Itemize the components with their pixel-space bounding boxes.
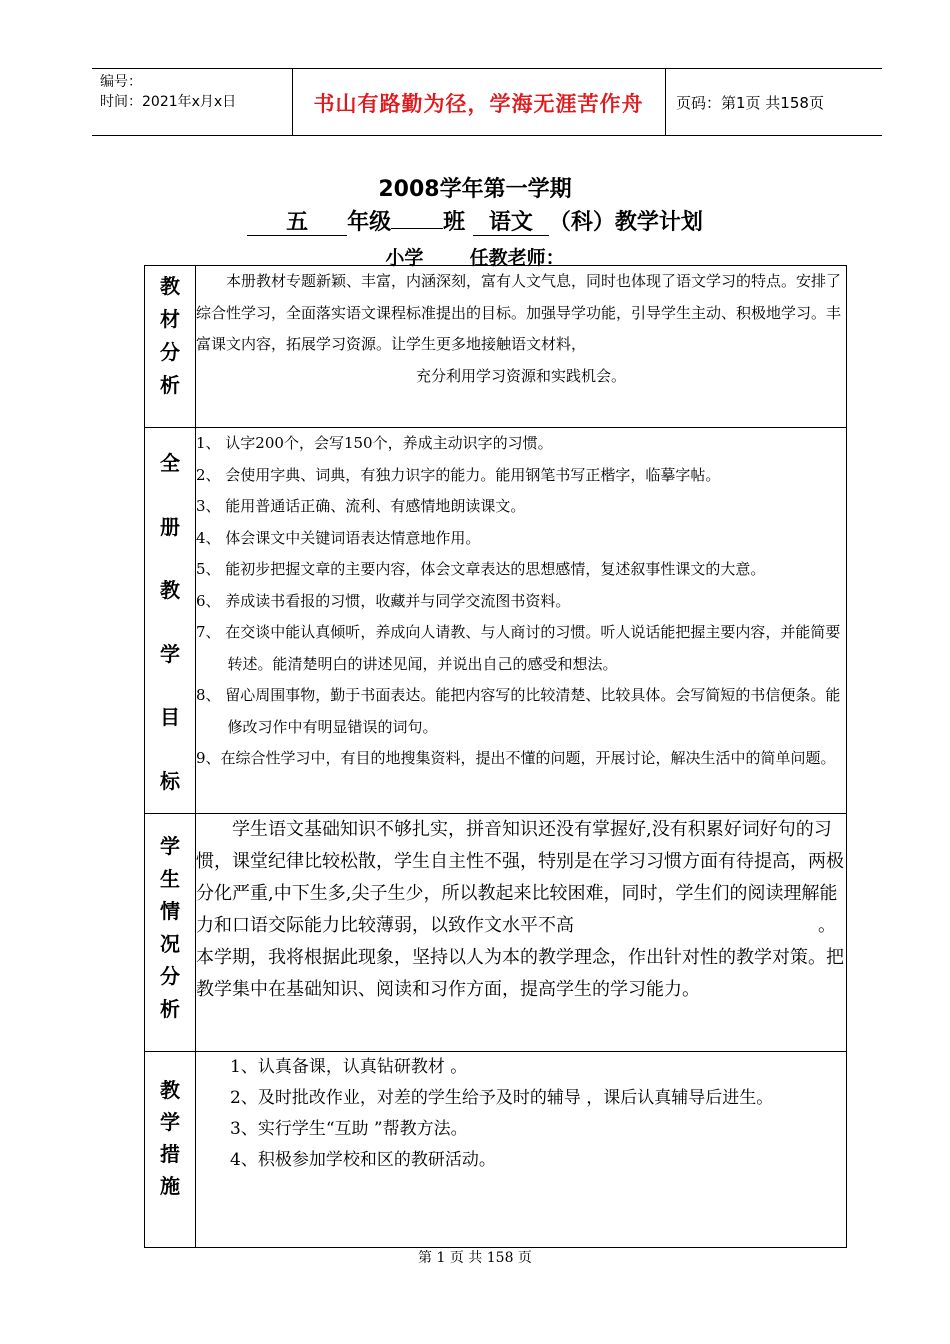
list-item: 3、实行学生“互助 ”帮教方法。 <box>230 1119 468 1139</box>
material-paragraph-end: 充分利用学习资源和实践机会。 <box>415 366 626 385</box>
grade-blank: 五 <box>247 211 347 236</box>
header-divider-right <box>665 68 666 135</box>
table-row-goals <box>145 428 847 814</box>
header-page-info: 页码：第1页 共158页 <box>676 94 824 112</box>
list-item: 2、及时批改作业，对差的学生给予及时的辅导 ，课后认真辅导后进生。 <box>230 1088 774 1108</box>
title-semester: 2008学年第一学期 <box>378 177 572 202</box>
label-student-analysis: 学 生 情 况 分 析 <box>145 814 196 1052</box>
label-teaching-goals: 全 册 教 学 目 标 <box>145 428 196 814</box>
grade-suffix: 年级 <box>347 210 392 235</box>
header-motto: 书山有路勤为径，学海无涯苦作舟 <box>313 91 644 116</box>
table-row-measures <box>145 1052 847 1248</box>
material-analysis-text <box>196 266 847 428</box>
teaching-measures-list <box>196 1052 847 1248</box>
header-meta <box>100 72 236 112</box>
subject-blank: 语文 <box>473 211 549 236</box>
time-label: 时间：2021年x月x日 <box>100 94 237 110</box>
material-paragraph: 本册教材专题新颖、丰富，内涵深刻，富有人文气息，同时也体现了语文学习的特点。安排了综合性学习，全面落实语文课程标准提出的目标。加强导学功能，引导学生主动、积极地学习。丰富课文内容，拓展学习资源。让学生更多地接触语文材料， <box>196 272 842 353</box>
table-row-students <box>145 814 847 1052</box>
header-top-rule <box>92 68 882 69</box>
list-item: 3、 能用普通话正确、流利、有感情地朗读课文。 <box>196 497 526 515</box>
list-item: 1、 认字200个，会写150个，养成主动识字的习惯。 <box>196 434 553 452</box>
list-item: 9、在综合性学习中，有目的地搜集资料，提出不懂的问题，开展讨论，解决生活中的简单问题。 <box>196 749 836 767</box>
title-plan <box>0 205 950 236</box>
plan-suffix: （科）教学计划 <box>548 210 703 235</box>
title-school-teacher: 小学 任教老师： <box>385 247 565 269</box>
class-blank <box>391 228 443 229</box>
list-item: 4、 体会课文中关键词语表达情意地作用。 <box>196 528 481 547</box>
student-analysis-text <box>196 814 847 1052</box>
list-item: 7、 在交谈中能认真倾听，养成向人请教、与人商讨的习惯。听人说话能把握主要内容，并能简要转述。能清楚明白的讲述见闻，并说出自己的感受和想法。 <box>196 623 841 673</box>
table-row-material <box>145 266 847 428</box>
header-bottom-rule <box>92 135 882 136</box>
plan-table <box>144 265 847 1248</box>
teaching-goals-list <box>196 428 847 814</box>
list-item: 8、 留心周围事物，勤于书面表达。能把内容写的比较清楚、比较具体。会写简短的书信便条。能修改习作中有明显错误的词句。 <box>196 686 841 736</box>
page-footer: 第 1 页 共 158 页 <box>418 1250 532 1266</box>
student-paragraph: 学生语文基础知识不够扎实，拼音知识还没有掌握好,没有积累好词好句的习惯，课堂纪律比较松散，学生自主性不强，特别是在学习习惯方面有待提高，两极分化严重,中下生多,尖子生少，所以教起来比较困难，同时，学生们的阅读理解能力和口语交际能力比较薄弱，以致作文水平不高 <box>196 819 844 936</box>
list-item: 6、 养成读书看报的习惯，收藏并与同学交流图书资料。 <box>196 591 571 610</box>
student-paragraph: 本学期，我将根据此现象，坚持以人为本的教学理念，作出针对性的教学对策。把教学集中在基础知识、阅读和习作方面，提高学生的学习能力。 <box>196 947 844 1000</box>
list-item: 1、认真备课，认真钻研教材 。 <box>230 1057 468 1077</box>
list-item: 2、 会使用字典、词典，有独力识字的能力。能用钢笔书写正楷字，临摹字帖。 <box>196 465 721 484</box>
class-suffix: 班 <box>443 210 466 235</box>
label-teaching-measures: 教 学 措 施 <box>145 1052 196 1248</box>
label-material-analysis: 教 材 分 析 <box>145 266 196 428</box>
number-label: 编号： <box>100 74 142 90</box>
list-item: 4、积极参加学校和区的教研活动。 <box>230 1150 496 1170</box>
student-paragraph-mark: 。 <box>818 915 836 936</box>
list-item: 5、 能初步把握文章的主要内容，体会文章表达的思想感情，复述叙事性课文的大意。 <box>196 560 766 578</box>
